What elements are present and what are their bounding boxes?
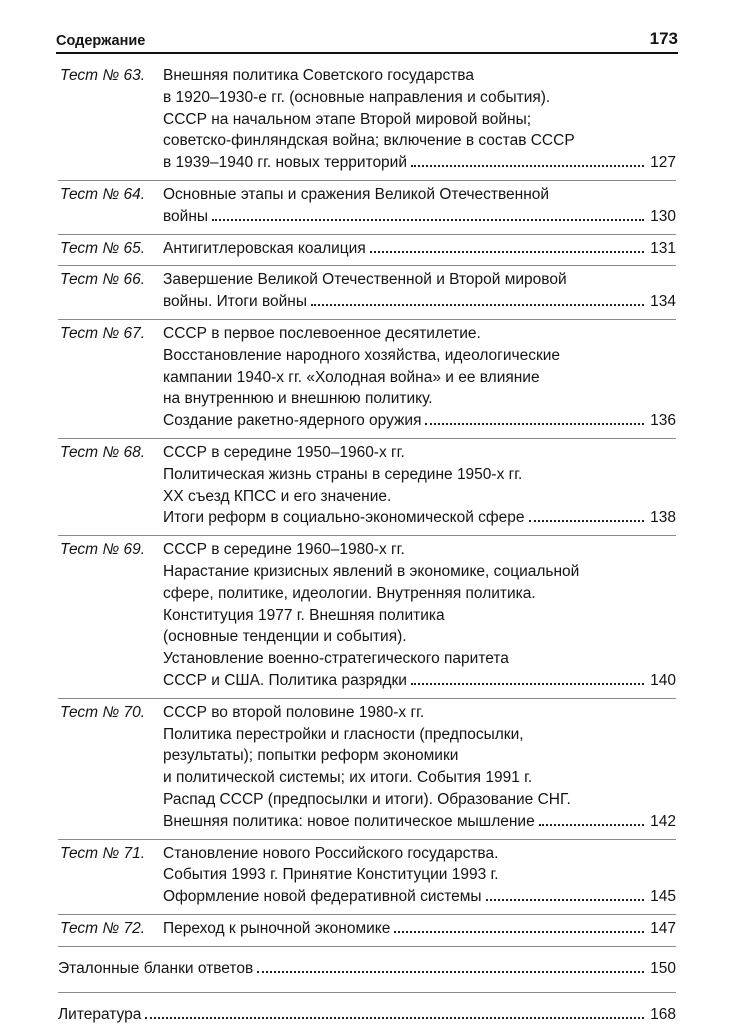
test-label: Тест № 67. [60,324,146,342]
entry-text [163,184,676,228]
entry-line: результаты); попытки реформ экономики [163,747,459,765]
page-number: 136 [650,412,676,430]
entry-last-line [163,152,676,174]
page-number: 150 [650,959,676,977]
test-label: Тест № 64. [60,185,146,203]
toc-entry-test-71[interactable] [58,840,676,915]
toc-entry-test-63[interactable] [58,62,676,181]
test-label: Тест № 65. [60,239,146,257]
test-label: Тест № 66. [60,271,146,289]
dot-leader [411,683,644,685]
page-number: 138 [650,509,676,527]
entry-line: СССР в первое послевоенное десятилетие. [163,324,481,342]
entry-line: События 1993 г. Принятие Конституции 1993 г. [163,866,499,884]
entry-text [163,269,676,313]
toc-entry-test-66[interactable] [58,266,676,320]
entry-line: Переход к рыночной экономике [163,919,391,937]
page-number: 168 [650,1005,676,1023]
entry-line: (основные тенденции и события). [163,628,407,646]
entry-last-line [163,811,676,833]
entry-line: Конституция 1977 г. Внешняя политика [163,606,445,624]
entry-line: Оформление новой федеративной системы [163,888,482,906]
dot-leader [486,899,644,901]
entry-text [163,918,676,940]
toc-entry-answer-sheets[interactable] [58,947,676,993]
entry-line: Итоги реформ в социально-экономической сфере [163,509,525,527]
entry-line: советско-финляндская война; включение в состав СССР [163,132,575,150]
dot-leader [370,251,644,253]
header-title: Содержание [56,33,146,49]
dot-leader [529,520,644,522]
entry-line: Внешняя политика Советского государства [163,67,474,84]
entry-text [163,65,676,174]
test-label: Тест № 63. [60,67,146,84]
dot-leader [539,824,644,826]
toc-entry-test-65[interactable] [58,235,676,267]
entry-last-line [58,958,676,980]
entry-last-line [163,206,676,228]
toc-entry-test-64[interactable] [58,181,676,235]
entry-line: Политика перестройки и гласности (предпосылки, [163,725,524,743]
table-of-contents [58,62,676,1034]
running-header [56,28,678,54]
entry-line: СССР во второй половине 1980-х гг. [163,703,425,721]
entry-line: Политическая жизнь страны в середине 1950-х гг. [163,465,523,483]
entry-line: войны [163,207,209,225]
entry-last-line [163,291,676,313]
entry-line: кампании 1940-х гг. «Холодная война» и ее влияние [163,368,540,386]
entry-text [163,539,676,692]
entry-line: СССР на начальном этапе Второй мировой войны; [163,110,532,128]
page-number: 140 [650,671,676,689]
header-page-number: 173 [649,29,678,48]
dot-leader [212,219,644,221]
page-number: 142 [650,812,676,830]
entry-title: Литература [58,1005,142,1023]
test-label: Тест № 68. [60,443,146,461]
test-label: Тест № 70. [60,703,146,721]
entry-text [163,238,676,260]
entry-last-line [163,886,676,908]
test-label: Тест № 72. [60,919,146,937]
toc-entry-test-72[interactable] [58,915,676,947]
entry-line: сфере, политике, идеологии. Внутренняя политика. [163,584,536,602]
entry-last-line [163,238,676,260]
entry-line: на внутреннюю и внешнюю политику. [163,390,433,408]
entry-last-line [163,918,676,940]
entry-text [163,442,676,529]
entry-line: и политической системы; их итоги. События 1991 г. [163,769,533,787]
entry-line: в 1939–1940 гг. новых территорий [163,154,407,172]
entry-line: СССР в середине 1960–1980-х гг. [163,541,405,559]
page-number: 130 [650,207,676,225]
dot-leader [394,931,644,933]
entry-line: Завершение Великой Отечественной и Второй мировой [163,271,567,289]
entry-line: войны. Итоги войны [163,293,307,311]
entry-line: Распад СССР (предпосылки и итоги). Образование СНГ. [163,790,571,808]
dot-leader [311,304,644,306]
dot-leader [145,1017,644,1019]
toc-entry-test-69[interactable] [58,536,676,699]
entry-last-line [163,507,676,529]
entry-line: Нарастание кризисных явлений в экономике, социальной [163,562,580,580]
entry-line: Основные этапы и сражения Великой Отечественной [163,185,550,203]
entry-text [163,702,676,833]
entry-line: Становление нового Российского государства. [163,844,499,862]
page-number: 127 [650,154,676,172]
dot-leader [411,165,644,167]
dot-leader [425,423,644,425]
entry-line: в 1920–1930-е гг. (основные направления и события). [163,88,551,106]
entry-line: СССР и США. Политика разрядки [163,671,407,689]
entry-line: Внешняя политика: новое политическое мышление [163,812,535,830]
entry-line: Восстановление народного хозяйства, идеологические [163,346,560,364]
toc-entry-test-68[interactable] [58,439,676,536]
entry-last-line [58,1004,676,1026]
entry-last-line [163,410,676,432]
test-label: Тест № 71. [60,844,146,862]
page-number: 134 [650,293,676,311]
page-number: 147 [650,919,676,937]
entry-title: Эталонные бланки ответов [58,959,254,977]
entry-line: СССР в середине 1950–1960-х гг. [163,443,405,461]
page-number: 145 [650,888,676,906]
test-label: Тест № 69. [60,541,146,559]
entry-last-line [163,670,676,692]
toc-entry-test-67[interactable] [58,320,676,439]
entry-text [163,323,676,432]
entry-line: Создание ракетно-ядерного оружия [163,412,422,430]
entry-text [163,843,676,908]
page-number: 131 [650,239,676,257]
entry-line: Установление военно-стратегического паритета [163,650,509,668]
entry-line: XX съезд КПСС и его значение. [163,487,392,505]
toc-entry-literature[interactable] [58,993,676,1034]
entry-line: Антигитлеровская коалиция [163,239,366,257]
dot-leader [257,971,644,973]
toc-entry-test-70[interactable] [58,699,676,840]
